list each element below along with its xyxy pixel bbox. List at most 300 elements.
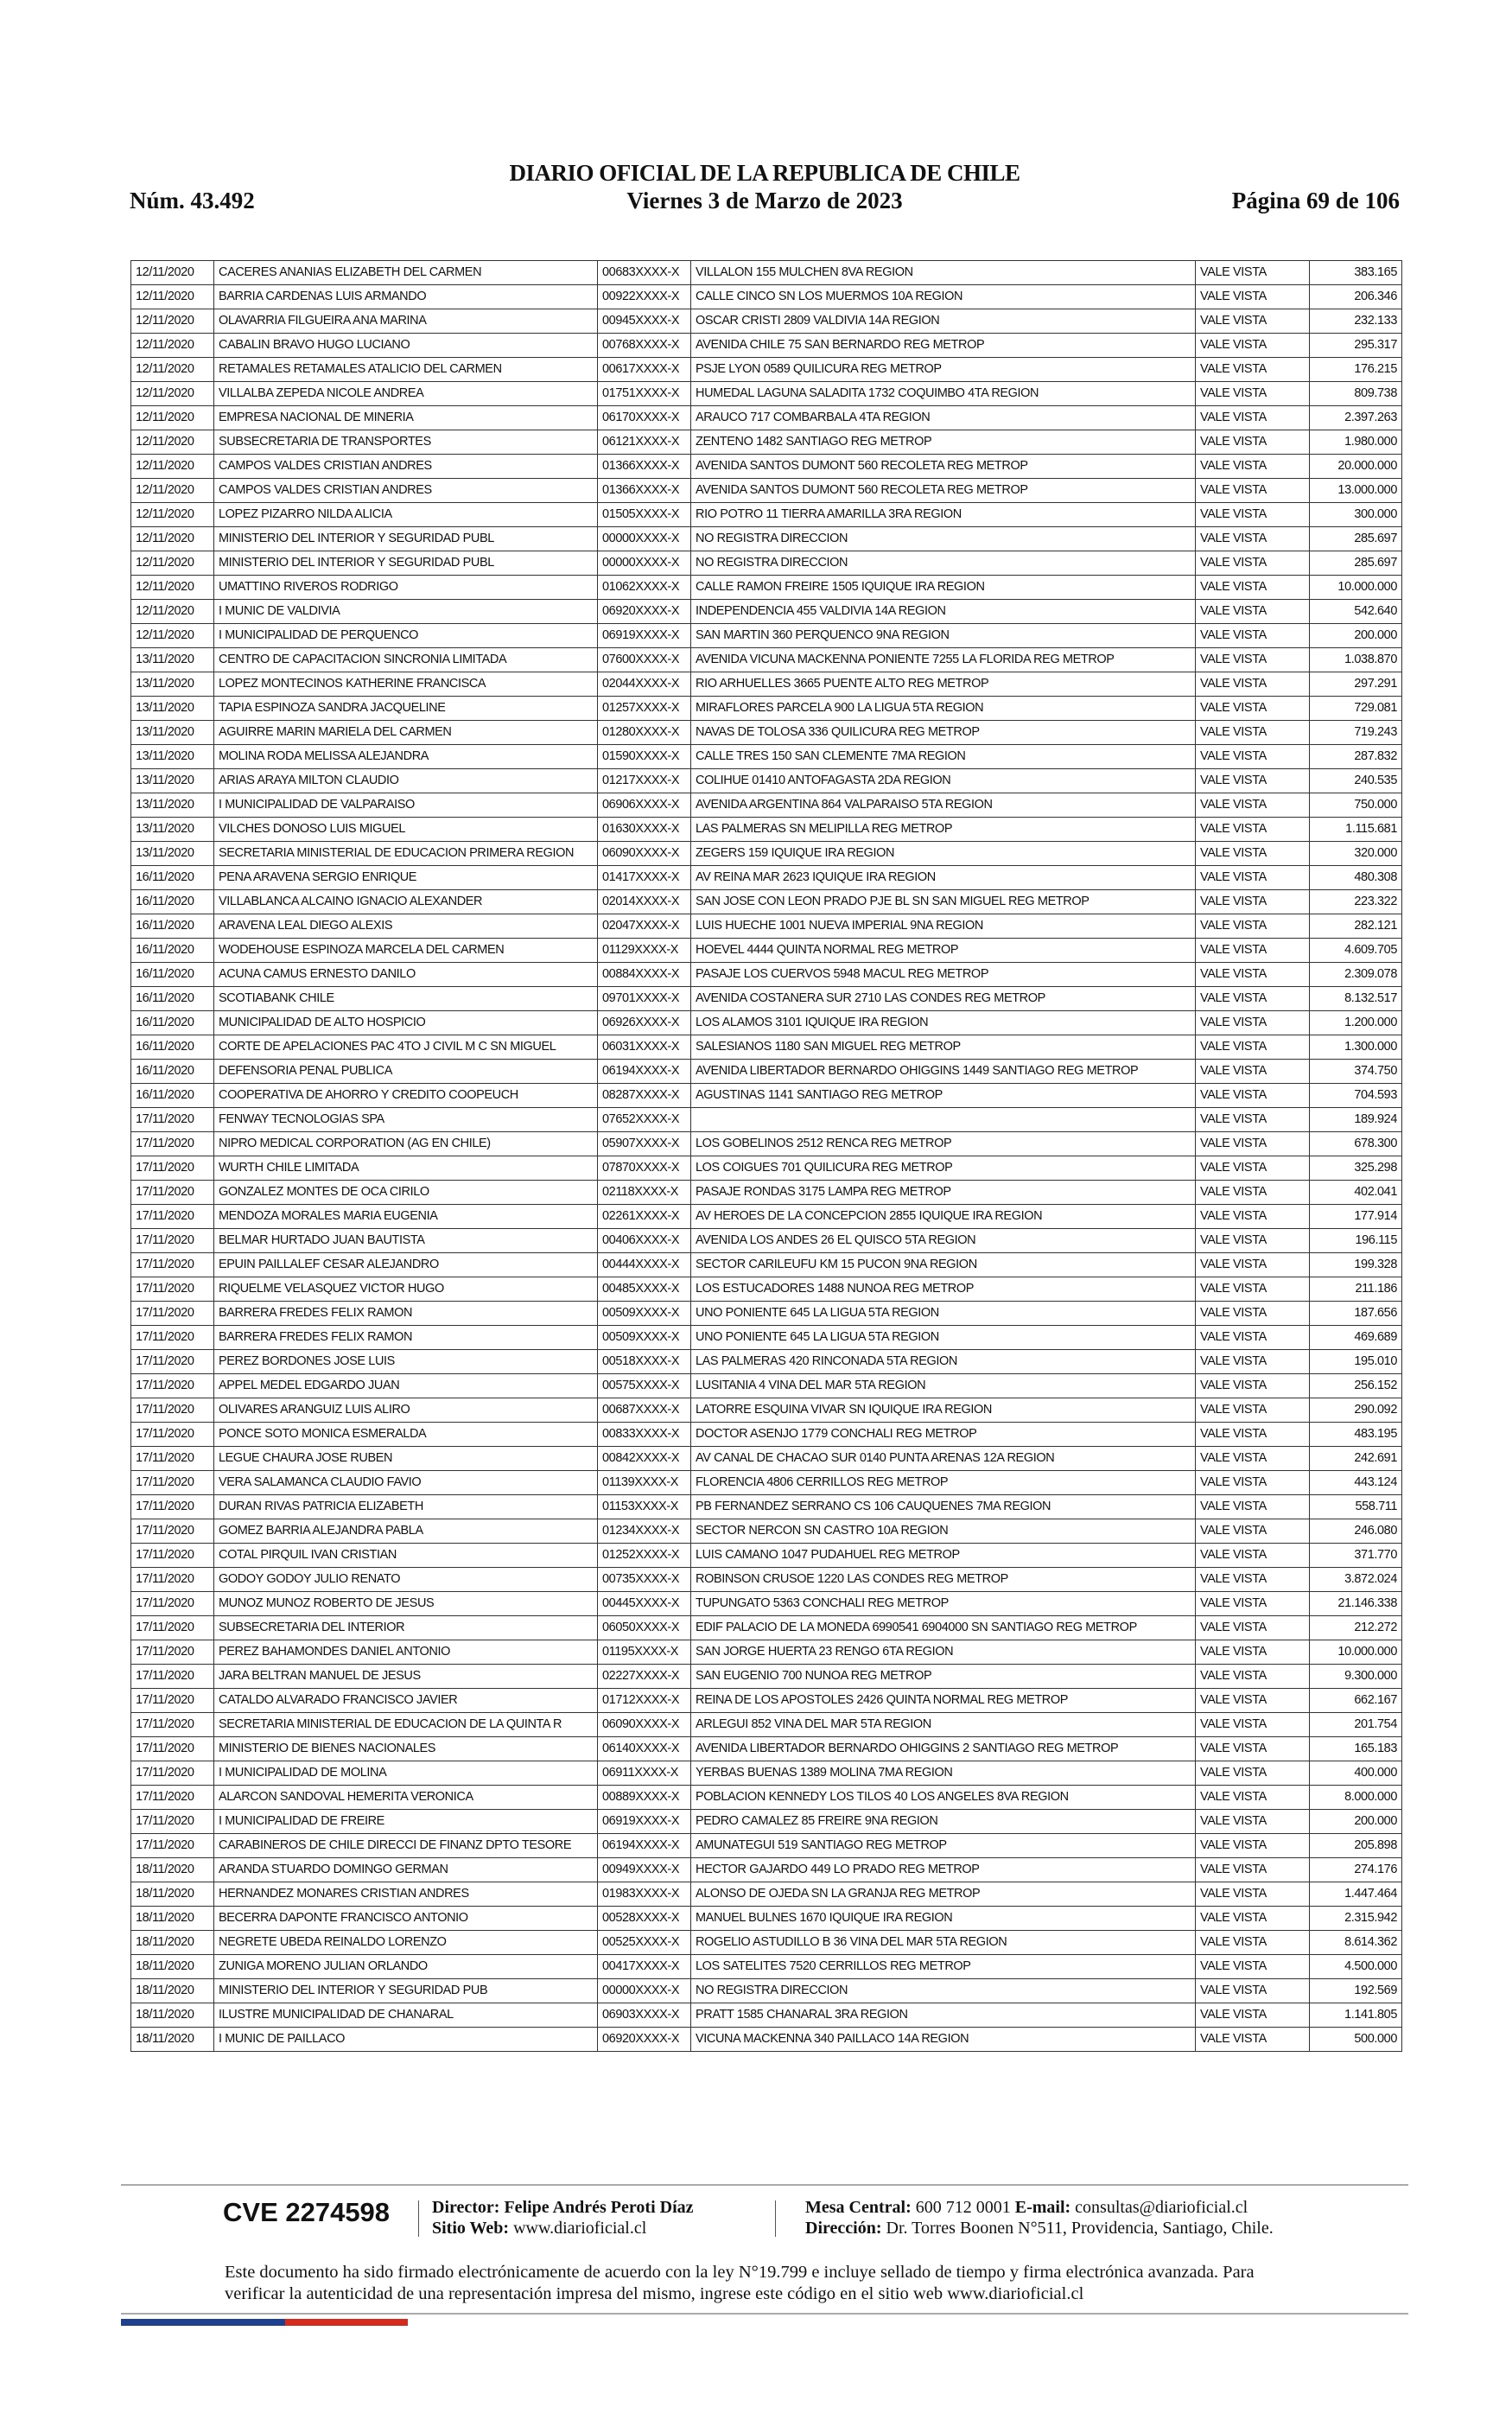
address-cell: ARAUCO 717 COMBARBALA 4TA REGION xyxy=(691,406,1196,430)
rut-cell: 06050XXXX-X xyxy=(598,1616,691,1640)
rut-cell: 06194XXXX-X xyxy=(598,1834,691,1858)
table-row xyxy=(131,1108,1402,1132)
amount-cell: 469.689 xyxy=(1310,1326,1402,1350)
date-cell: 12/11/2020 xyxy=(131,624,214,648)
amount-cell: 13.000.000 xyxy=(1310,479,1402,503)
name-cell: ARANDA STUARDO DOMINGO GERMAN xyxy=(214,1858,598,1882)
amount-cell: 400.000 xyxy=(1310,1761,1402,1786)
rut-cell: 00445XXXX-X xyxy=(598,1592,691,1616)
date-cell: 18/11/2020 xyxy=(131,1907,214,1931)
amount-cell: 9.300.000 xyxy=(1310,1665,1402,1689)
date-cell: 16/11/2020 xyxy=(131,1084,214,1108)
name-cell: MINISTERIO DEL INTERIOR Y SEGURIDAD PUB xyxy=(214,1979,598,2003)
table-row xyxy=(131,769,1402,793)
table-row xyxy=(131,1374,1402,1398)
amount-cell: 542.640 xyxy=(1310,600,1402,624)
amount-cell: 1.447.464 xyxy=(1310,1882,1402,1907)
address-cell: VILLALON 155 MULCHEN 8VA REGION xyxy=(691,261,1196,285)
name-cell: ARIAS ARAYA MILTON CLAUDIO xyxy=(214,769,598,793)
name-cell: FENWAY TECNOLOGIAS SPA xyxy=(214,1108,598,1132)
rut-cell: 02227XXXX-X xyxy=(598,1665,691,1689)
date-cell: 16/11/2020 xyxy=(131,914,214,939)
rut-cell: 01217XXXX-X xyxy=(598,769,691,793)
page-header xyxy=(130,160,1400,220)
payment-type-cell: VALE VISTA xyxy=(1196,1374,1310,1398)
name-cell: PENA ARAVENA SERGIO ENRIQUE xyxy=(214,866,598,890)
payment-type-cell: VALE VISTA xyxy=(1196,1181,1310,1205)
date-cell: 18/11/2020 xyxy=(131,1931,214,1955)
footer-divider xyxy=(121,2184,1408,2186)
date-cell: 12/11/2020 xyxy=(131,600,214,624)
table-row xyxy=(131,261,1402,285)
email-link[interactable]: consultas@diarioficial.cl xyxy=(1075,2198,1248,2217)
name-cell: CORTE DE APELACIONES PAC 4TO J CIVIL M C SN MIGUEL xyxy=(214,1035,598,1060)
payment-type-cell: VALE VISTA xyxy=(1196,503,1310,527)
payment-type-cell: VALE VISTA xyxy=(1196,285,1310,309)
address-cell: PSJE LYON 0589 QUILICURA REG METROP xyxy=(691,358,1196,382)
name-cell: UMATTINO RIVEROS RODRIGO xyxy=(214,576,598,600)
rut-cell: 00833XXXX-X xyxy=(598,1423,691,1447)
date-cell: 17/11/2020 xyxy=(131,1713,214,1737)
address-cell: REINA DE LOS APOSTOLES 2426 QUINTA NORMAL REG METROP xyxy=(691,1689,1196,1713)
amount-cell: 287.832 xyxy=(1310,745,1402,769)
address-cell: TUPUNGATO 5363 CONCHALI REG METROP xyxy=(691,1592,1196,1616)
payment-type-cell: VALE VISTA xyxy=(1196,1229,1310,1253)
amount-cell: 4.609.705 xyxy=(1310,939,1402,963)
table-row xyxy=(131,382,1402,406)
date-cell: 12/11/2020 xyxy=(131,334,214,358)
name-cell: PEREZ BAHAMONDES DANIEL ANTONIO xyxy=(214,1640,598,1665)
rut-cell: 07652XXXX-X xyxy=(598,1108,691,1132)
publication-title: DIARIO OFICIAL DE LA REPUBLICA DE CHILE xyxy=(509,160,1020,186)
date-cell: 18/11/2020 xyxy=(131,1955,214,1979)
flag-stripe-blue xyxy=(121,2319,285,2326)
payment-type-cell: VALE VISTA xyxy=(1196,455,1310,479)
date-cell: 13/11/2020 xyxy=(131,721,214,745)
rut-cell: 00518XXXX-X xyxy=(598,1350,691,1374)
rut-cell: 01257XXXX-X xyxy=(598,697,691,721)
name-cell: PEREZ BORDONES JOSE LUIS xyxy=(214,1350,598,1374)
rut-cell: 01139XXXX-X xyxy=(598,1471,691,1495)
table-row xyxy=(131,1568,1402,1592)
payment-type-cell: VALE VISTA xyxy=(1196,1713,1310,1737)
name-cell: CAMPOS VALDES CRISTIAN ANDRES xyxy=(214,455,598,479)
amount-cell: 1.300.000 xyxy=(1310,1035,1402,1060)
date-cell: 17/11/2020 xyxy=(131,1810,214,1834)
address-line: Dirección: Dr. Torres Boonen N°511, Providencia, Santiago, Chile. xyxy=(805,2219,1274,2238)
rut-cell: 01234XXXX-X xyxy=(598,1519,691,1544)
amount-cell: 10.000.000 xyxy=(1310,1640,1402,1665)
name-cell: EPUIN PAILLALEF CESAR ALEJANDRO xyxy=(214,1253,598,1277)
rut-cell: 00687XXXX-X xyxy=(598,1398,691,1423)
amount-cell: 285.697 xyxy=(1310,527,1402,551)
rut-cell: 00444XXXX-X xyxy=(598,1253,691,1277)
name-cell: LEGUE CHAURA JOSE RUBEN xyxy=(214,1447,598,1471)
address-cell: NAVAS DE TOLOSA 336 QUILICURA REG METROP xyxy=(691,721,1196,745)
date-cell: 16/11/2020 xyxy=(131,866,214,890)
name-cell: VERA SALAMANCA CLAUDIO FAVIO xyxy=(214,1471,598,1495)
rut-cell: 00000XXXX-X xyxy=(598,527,691,551)
table-row xyxy=(131,1132,1402,1156)
table-row xyxy=(131,1616,1402,1640)
table-row xyxy=(131,2028,1402,2052)
table-row xyxy=(131,1181,1402,1205)
amount-cell: 809.738 xyxy=(1310,382,1402,406)
name-cell: SECRETARIA MINISTERIAL DE EDUCACION PRIMERA REGION xyxy=(214,842,598,866)
address-cell: ZENTENO 1482 SANTIAGO REG METROP xyxy=(691,430,1196,455)
date-cell: 17/11/2020 xyxy=(131,1471,214,1495)
name-cell: WODEHOUSE ESPINOZA MARCELA DEL CARMEN xyxy=(214,939,598,963)
name-cell: BELMAR HURTADO JUAN BAUTISTA xyxy=(214,1229,598,1253)
name-cell: MINISTERIO DEL INTERIOR Y SEGURIDAD PUBL xyxy=(214,551,598,576)
payment-type-cell: VALE VISTA xyxy=(1196,479,1310,503)
payment-type-cell: VALE VISTA xyxy=(1196,1277,1310,1302)
name-cell: SCOTIABANK CHILE xyxy=(214,987,598,1011)
amount-cell: 320.000 xyxy=(1310,842,1402,866)
date-cell: 17/11/2020 xyxy=(131,1665,214,1689)
address-cell: ZEGERS 159 IQUIQUE IRA REGION xyxy=(691,842,1196,866)
rut-cell: 06140XXXX-X xyxy=(598,1737,691,1761)
address-cell: RIO POTRO 11 TIERRA AMARILLA 3RA REGION xyxy=(691,503,1196,527)
name-cell: BECERRA DAPONTE FRANCISCO ANTONIO xyxy=(214,1907,598,1931)
name-cell: CATALDO ALVARADO FRANCISCO JAVIER xyxy=(214,1689,598,1713)
rut-cell: 02118XXXX-X xyxy=(598,1181,691,1205)
amount-cell: 211.186 xyxy=(1310,1277,1402,1302)
payment-type-cell: VALE VISTA xyxy=(1196,576,1310,600)
table-row xyxy=(131,1035,1402,1060)
rut-cell: 01505XXXX-X xyxy=(598,503,691,527)
date-cell: 17/11/2020 xyxy=(131,1326,214,1350)
address-cell: PB FERNANDEZ SERRANO CS 106 CAUQUENES 7MA REGION xyxy=(691,1495,1196,1519)
amount-cell: 189.924 xyxy=(1310,1108,1402,1132)
table-row xyxy=(131,1786,1402,1810)
date-cell: 13/11/2020 xyxy=(131,672,214,697)
name-cell: LOPEZ MONTECINOS KATHERINE FRANCISCA xyxy=(214,672,598,697)
rut-cell: 00842XXXX-X xyxy=(598,1447,691,1471)
table-row xyxy=(131,334,1402,358)
amount-cell: 729.081 xyxy=(1310,697,1402,721)
address-cell: OSCAR CRISTI 2809 VALDIVIA 14A REGION xyxy=(691,309,1196,334)
signature-note: Este documento ha sido firmado electrónicamente de acuerdo con la ley N°19.799 e incluye sellado de tiempo y firma electrónica avanzada. Para verificar la autenticidad de una representación impresa del mismo, ingrese este código en el sitio web www.diarioficial.cl xyxy=(225,2263,1255,2303)
date-cell: 12/11/2020 xyxy=(131,503,214,527)
table-row xyxy=(131,1205,1402,1229)
address-cell: SECTOR CARILEUFU KM 15 PUCON 9NA REGION xyxy=(691,1253,1196,1277)
table-row xyxy=(131,455,1402,479)
date-cell: 17/11/2020 xyxy=(131,1132,214,1156)
table-row xyxy=(131,1640,1402,1665)
issue-number: Núm. 43.492 xyxy=(130,188,255,213)
date-cell: 12/11/2020 xyxy=(131,261,214,285)
table-row xyxy=(131,551,1402,576)
rut-cell: 06920XXXX-X xyxy=(598,2028,691,2052)
payment-type-cell: VALE VISTA xyxy=(1196,987,1310,1011)
payment-type-cell: VALE VISTA xyxy=(1196,1737,1310,1761)
name-cell: ZUNIGA MORENO JULIAN ORLANDO xyxy=(214,1955,598,1979)
date-cell: 12/11/2020 xyxy=(131,576,214,600)
date-cell: 17/11/2020 xyxy=(131,1544,214,1568)
amount-cell: 177.914 xyxy=(1310,1205,1402,1229)
address-cell: SALESIANOS 1180 SAN MIGUEL REG METROP xyxy=(691,1035,1196,1060)
table-row xyxy=(131,1350,1402,1374)
address-cell: PEDRO CAMALEZ 85 FREIRE 9NA REGION xyxy=(691,1810,1196,1834)
rut-cell: 06906XXXX-X xyxy=(598,793,691,818)
address-cell: LOS SATELITES 7520 CERRILLOS REG METROP xyxy=(691,1955,1196,1979)
table-row xyxy=(131,648,1402,672)
address-cell: AMUNATEGUI 519 SANTIAGO REG METROP xyxy=(691,1834,1196,1858)
payment-type-cell: VALE VISTA xyxy=(1196,1495,1310,1519)
payment-type-cell: VALE VISTA xyxy=(1196,866,1310,890)
amount-cell: 290.092 xyxy=(1310,1398,1402,1423)
address-cell: AVENIDA LOS ANDES 26 EL QUISCO 5TA REGION xyxy=(691,1229,1196,1253)
name-cell: MINISTERIO DE BIENES NACIONALES xyxy=(214,1737,598,1761)
name-cell: DURAN RIVAS PATRICIA ELIZABETH xyxy=(214,1495,598,1519)
payment-type-cell: VALE VISTA xyxy=(1196,1132,1310,1156)
payment-type-cell: VALE VISTA xyxy=(1196,1205,1310,1229)
amount-cell: 212.272 xyxy=(1310,1616,1402,1640)
date-cell: 16/11/2020 xyxy=(131,890,214,914)
date-cell: 12/11/2020 xyxy=(131,358,214,382)
table-row xyxy=(131,1253,1402,1277)
amount-cell: 1.115.681 xyxy=(1310,818,1402,842)
table-row xyxy=(131,1495,1402,1519)
name-cell: VILLABLANCA ALCAINO IGNACIO ALEXANDER xyxy=(214,890,598,914)
payment-type-cell: VALE VISTA xyxy=(1196,648,1310,672)
address-cell: AVENIDA SANTOS DUMONT 560 RECOLETA REG METROP xyxy=(691,455,1196,479)
table-row xyxy=(131,1398,1402,1423)
table-row xyxy=(131,1592,1402,1616)
rut-cell: 01129XXXX-X xyxy=(598,939,691,963)
payment-type-cell: VALE VISTA xyxy=(1196,697,1310,721)
table-row xyxy=(131,1447,1402,1471)
date-cell: 13/11/2020 xyxy=(131,793,214,818)
payment-type-cell: VALE VISTA xyxy=(1196,1931,1310,1955)
name-cell: MOLINA RODA MELISSA ALEJANDRA xyxy=(214,745,598,769)
payment-type-cell: VALE VISTA xyxy=(1196,1810,1310,1834)
phone-number: 600 712 0001 xyxy=(915,2198,1011,2217)
table-row xyxy=(131,624,1402,648)
rut-cell: 06194XXXX-X xyxy=(598,1060,691,1084)
date-cell: 18/11/2020 xyxy=(131,1979,214,2003)
amount-cell: 300.000 xyxy=(1310,503,1402,527)
payment-type-cell: VALE VISTA xyxy=(1196,1955,1310,1979)
rut-cell: 06170XXXX-X xyxy=(598,406,691,430)
amount-cell: 371.770 xyxy=(1310,1544,1402,1568)
name-cell: VILLALBA ZEPEDA NICOLE ANDREA xyxy=(214,382,598,406)
name-cell: MENDOZA MORALES MARIA EUGENIA xyxy=(214,1205,598,1229)
address-cell: AVENIDA SANTOS DUMONT 560 RECOLETA REG METROP xyxy=(691,479,1196,503)
date-cell: 17/11/2020 xyxy=(131,1302,214,1326)
payment-type-cell: VALE VISTA xyxy=(1196,1858,1310,1882)
date-cell: 17/11/2020 xyxy=(131,1205,214,1229)
table-row xyxy=(131,818,1402,842)
name-cell: GONZALEZ MONTES DE OCA CIRILO xyxy=(214,1181,598,1205)
address-cell: EDIF PALACIO DE LA MONEDA 6990541 6904000 SN SANTIAGO REG METROP xyxy=(691,1616,1196,1640)
date-cell: 16/11/2020 xyxy=(131,939,214,963)
payment-type-cell: VALE VISTA xyxy=(1196,1665,1310,1689)
amount-cell: 232.133 xyxy=(1310,309,1402,334)
name-cell: COOPERATIVA DE AHORRO Y CREDITO COOPEUCH xyxy=(214,1084,598,1108)
table-row xyxy=(131,527,1402,551)
rut-cell: 01366XXXX-X xyxy=(598,455,691,479)
rut-cell: 06920XXXX-X xyxy=(598,600,691,624)
table-row xyxy=(131,1084,1402,1108)
address-cell: COLIHUE 01410 ANTOFAGASTA 2DA REGION xyxy=(691,769,1196,793)
rut-cell: 01153XXXX-X xyxy=(598,1495,691,1519)
payment-type-cell: VALE VISTA xyxy=(1196,1519,1310,1544)
amount-cell: 325.298 xyxy=(1310,1156,1402,1181)
address-cell: LOS COIGUES 701 QUILICURA REG METROP xyxy=(691,1156,1196,1181)
table-row xyxy=(131,479,1402,503)
name-cell: VILCHES DONOSO LUIS MIGUEL xyxy=(214,818,598,842)
rut-cell: 08287XXXX-X xyxy=(598,1084,691,1108)
payment-type-cell: VALE VISTA xyxy=(1196,1568,1310,1592)
address-cell: LUIS HUECHE 1001 NUEVA IMPERIAL 9NA REGION xyxy=(691,914,1196,939)
payment-type-cell: VALE VISTA xyxy=(1196,721,1310,745)
rut-cell: 00509XXXX-X xyxy=(598,1326,691,1350)
amount-cell: 662.167 xyxy=(1310,1689,1402,1713)
payment-type-cell: VALE VISTA xyxy=(1196,1834,1310,1858)
date-cell: 17/11/2020 xyxy=(131,1834,214,1858)
rut-cell: 02047XXXX-X xyxy=(598,914,691,939)
address-cell: INDEPENDENCIA 455 VALDIVIA 14A REGION xyxy=(691,600,1196,624)
address-cell: AGUSTINAS 1141 SANTIAGO REG METROP xyxy=(691,1084,1196,1108)
name-cell: DEFENSORIA PENAL PUBLICA xyxy=(214,1060,598,1084)
date-cell: 12/11/2020 xyxy=(131,430,214,455)
payment-type-cell: VALE VISTA xyxy=(1196,939,1310,963)
amount-cell: 199.328 xyxy=(1310,1253,1402,1277)
address-cell: MIRAFLORES PARCELA 900 LA LIGUA 5TA REGION xyxy=(691,697,1196,721)
name-cell: JARA BELTRAN MANUEL DE JESUS xyxy=(214,1665,598,1689)
name-cell: ILUSTRE MUNICIPALIDAD DE CHANARAL xyxy=(214,2003,598,2028)
rut-cell: 01630XXXX-X xyxy=(598,818,691,842)
amount-cell: 1.980.000 xyxy=(1310,430,1402,455)
payment-type-cell: VALE VISTA xyxy=(1196,1786,1310,1810)
amount-cell: 200.000 xyxy=(1310,624,1402,648)
address-cell: CALLE RAMON FREIRE 1505 IQUIQUE IRA REGION xyxy=(691,576,1196,600)
date-cell: 16/11/2020 xyxy=(131,1060,214,1084)
rut-cell: 00575XXXX-X xyxy=(598,1374,691,1398)
address-cell: FLORENCIA 4806 CERRILLOS REG METROP xyxy=(691,1471,1196,1495)
name-cell: GOMEZ BARRIA ALEJANDRA PABLA xyxy=(214,1519,598,1544)
rut-cell: 06121XXXX-X xyxy=(598,430,691,455)
table-row xyxy=(131,406,1402,430)
table-row xyxy=(131,2003,1402,2028)
amount-cell: 205.898 xyxy=(1310,1834,1402,1858)
name-cell: BARRIA CARDENAS LUIS ARMANDO xyxy=(214,285,598,309)
address-cell: UNO PONIENTE 645 LA LIGUA 5TA REGION xyxy=(691,1326,1196,1350)
rut-cell: 00735XXXX-X xyxy=(598,1568,691,1592)
rut-cell: 06031XXXX-X xyxy=(598,1035,691,1060)
table-row xyxy=(131,576,1402,600)
amount-cell: 500.000 xyxy=(1310,2028,1402,2052)
payment-type-cell: VALE VISTA xyxy=(1196,1253,1310,1277)
table-row xyxy=(131,721,1402,745)
payment-type-cell: VALE VISTA xyxy=(1196,1108,1310,1132)
payment-type-cell: VALE VISTA xyxy=(1196,745,1310,769)
date-cell: 17/11/2020 xyxy=(131,1398,214,1423)
name-cell: LOPEZ PIZARRO NILDA ALICIA xyxy=(214,503,598,527)
amount-cell: 285.697 xyxy=(1310,551,1402,576)
amount-cell: 223.322 xyxy=(1310,890,1402,914)
table-row xyxy=(131,1277,1402,1302)
rut-cell: 00617XXXX-X xyxy=(598,358,691,382)
address-cell: HOEVEL 4444 QUINTA NORMAL REG METROP xyxy=(691,939,1196,963)
name-cell: MUNICIPALIDAD DE ALTO HOSPICIO xyxy=(214,1011,598,1035)
payment-type-cell: VALE VISTA xyxy=(1196,1011,1310,1035)
table-row xyxy=(131,866,1402,890)
publication-date: Viernes 3 de Marzo de 2023 xyxy=(626,188,903,213)
payment-type-cell: VALE VISTA xyxy=(1196,1907,1310,1931)
rut-cell: 01417XXXX-X xyxy=(598,866,691,890)
amount-cell: 374.750 xyxy=(1310,1060,1402,1084)
website-link[interactable]: www.diarioficial.cl xyxy=(513,2219,647,2238)
name-cell: TAPIA ESPINOZA SANDRA JACQUELINE xyxy=(214,697,598,721)
name-cell: I MUNICIPALIDAD DE VALPARAISO xyxy=(214,793,598,818)
payment-type-cell: VALE VISTA xyxy=(1196,1084,1310,1108)
table-row xyxy=(131,697,1402,721)
amount-cell: 558.711 xyxy=(1310,1495,1402,1519)
payment-type-cell: VALE VISTA xyxy=(1196,1302,1310,1326)
address-cell: LOS GOBELINOS 2512 RENCA REG METROP xyxy=(691,1132,1196,1156)
date-cell: 18/11/2020 xyxy=(131,2028,214,2052)
address-cell: MANUEL BULNES 1670 IQUIQUE IRA REGION xyxy=(691,1907,1196,1931)
payment-type-cell: VALE VISTA xyxy=(1196,1060,1310,1084)
payment-type-cell: VALE VISTA xyxy=(1196,1544,1310,1568)
date-cell: 12/11/2020 xyxy=(131,479,214,503)
payment-type-cell: VALE VISTA xyxy=(1196,261,1310,285)
payment-type-cell: VALE VISTA xyxy=(1196,1447,1310,1471)
amount-cell: 1.141.805 xyxy=(1310,2003,1402,2028)
table-row xyxy=(131,1326,1402,1350)
payment-type-cell: VALE VISTA xyxy=(1196,600,1310,624)
date-cell: 12/11/2020 xyxy=(131,285,214,309)
name-cell: I MUNICIPALIDAD DE FREIRE xyxy=(214,1810,598,1834)
rut-cell: 01195XXXX-X xyxy=(598,1640,691,1665)
contact-line: Mesa Central: 600 712 0001 E-mail: consultas@diarioficial.cl xyxy=(805,2198,1248,2217)
date-cell: 12/11/2020 xyxy=(131,527,214,551)
table-row xyxy=(131,1156,1402,1181)
address-cell: AV CANAL DE CHACAO SUR 0140 PUNTA ARENAS 12A REGION xyxy=(691,1447,1196,1471)
address-cell: AV HEROES DE LA CONCEPCION 2855 IQUIQUE IRA REGION xyxy=(691,1205,1196,1229)
rut-cell: 01252XXXX-X xyxy=(598,1544,691,1568)
date-cell: 16/11/2020 xyxy=(131,963,214,987)
page-indicator: Página 69 de 106 xyxy=(1231,188,1400,213)
payment-type-cell: VALE VISTA xyxy=(1196,309,1310,334)
amount-cell: 2.397.263 xyxy=(1310,406,1402,430)
table-row xyxy=(131,1519,1402,1544)
name-cell: APPEL MEDEL EDGARDO JUAN xyxy=(214,1374,598,1398)
rut-cell: 01062XXXX-X xyxy=(598,576,691,600)
amount-cell: 483.195 xyxy=(1310,1423,1402,1447)
table-row xyxy=(131,1882,1402,1907)
address-cell: RIO ARHUELLES 3665 PUENTE ALTO REG METROP xyxy=(691,672,1196,697)
address-cell: AVENIDA COSTANERA SUR 2710 LAS CONDES REG METROP xyxy=(691,987,1196,1011)
table-row xyxy=(131,1689,1402,1713)
address-cell: AVENIDA LIBERTADOR BERNARDO OHIGGINS 1449 SANTIAGO REG METROP xyxy=(691,1060,1196,1084)
amount-cell: 20.000.000 xyxy=(1310,455,1402,479)
date-cell: 13/11/2020 xyxy=(131,697,214,721)
amount-cell: 4.500.000 xyxy=(1310,1955,1402,1979)
rut-cell: 06090XXXX-X xyxy=(598,842,691,866)
date-cell: 17/11/2020 xyxy=(131,1616,214,1640)
payment-type-cell: VALE VISTA xyxy=(1196,430,1310,455)
date-cell: 18/11/2020 xyxy=(131,1858,214,1882)
date-cell: 17/11/2020 xyxy=(131,1374,214,1398)
payment-type-cell: VALE VISTA xyxy=(1196,1882,1310,1907)
date-cell: 18/11/2020 xyxy=(131,1882,214,1907)
address-cell: NO REGISTRA DIRECCION xyxy=(691,527,1196,551)
name-cell: COTAL PIRQUIL IVAN CRISTIAN xyxy=(214,1544,598,1568)
